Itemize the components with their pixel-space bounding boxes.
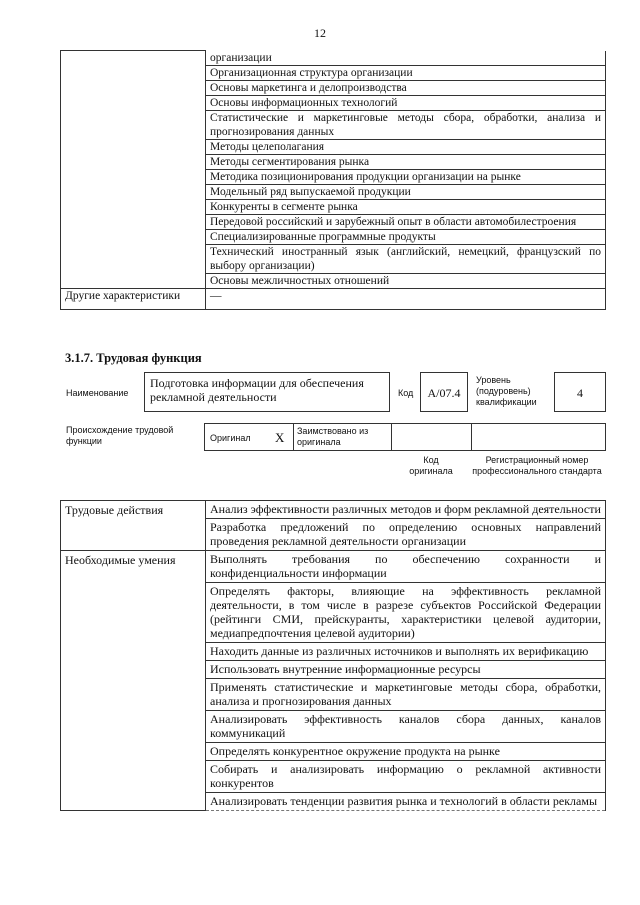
- code-value-box: [420, 372, 468, 412]
- knowledge-item: организации: [206, 51, 606, 66]
- knowledge-item: Модельный ряд выпускаемой продукции: [206, 184, 606, 199]
- group-item: Находить данные из различных источников и выполнять их верификацию: [206, 643, 606, 661]
- group-item: Анализировать эффективность каналов сбора данных, каналов коммуникаций: [206, 711, 606, 743]
- group-item: Анализ эффективности различных методов и форм рекламной деятельности: [206, 501, 606, 519]
- table-row: [61, 551, 606, 583]
- knowledge-item: Статистические и маркетинговые методы сбора, обработки, анализа и прогнозирования данных: [206, 110, 606, 139]
- group-item: Разработка предложений по определению основных направлений проведения рекламной деятельности организации: [206, 519, 606, 551]
- group-item: Выполнять требования по обеспечению сохранности и конфиденциальности информации: [206, 551, 606, 583]
- knowledge-table: [60, 50, 606, 310]
- knowledge-item: Методика позиционирования продукции организации на рынке: [206, 169, 606, 184]
- knowledge-item: Технический иностранный язык (английский, немецкий, французский по выбору организации): [206, 244, 606, 273]
- group-item: Применять статистические и маркетинговые методы сбора, обработки, анализа и прогнозирования данных: [206, 679, 606, 711]
- group-label: Трудовые действия: [61, 501, 206, 551]
- name-label: Наименование: [66, 388, 129, 398]
- knowledge-label-cell: [61, 51, 206, 289]
- knowledge-item: Передовой российский и зарубежный опыт в области автомобилестроения: [206, 214, 606, 229]
- function-name-value: Подготовка информации для обеспечения рекламной деятельности: [150, 376, 364, 404]
- code-original-caption: Код оригинала: [409, 455, 453, 476]
- knowledge-item: Организационная структура организации: [206, 65, 606, 80]
- knowledge-item: Основы информационных технологий: [206, 95, 606, 110]
- origin-divider-1: [293, 424, 294, 450]
- other-characteristics-label: Другие характеристики: [61, 288, 206, 309]
- original-mark: X: [275, 430, 285, 445]
- code-value: A/07.4: [427, 386, 461, 400]
- group-label: Необходимые умения: [61, 551, 206, 811]
- origin-label: Происхождение трудовой функции: [66, 425, 174, 446]
- table-row: [61, 51, 606, 66]
- table-row: [61, 288, 606, 309]
- knowledge-item: Методы сегментирования рынка: [206, 154, 606, 169]
- level-label: Уровень (подуровень) квалификации: [476, 375, 537, 407]
- function-name-box: [144, 372, 390, 412]
- knowledge-item: Конкуренты в сегменте рынка: [206, 199, 606, 214]
- knowledge-item: Специализированные программные продукты: [206, 229, 606, 244]
- origin-boxes: [204, 423, 606, 451]
- labor-functions-table: [60, 500, 606, 811]
- knowledge-item: Основы маркетинга и делопроизводства: [206, 80, 606, 95]
- reg-number-caption: Регистрационный номер профессионального стандарта: [472, 455, 602, 476]
- original-label: Оригинал: [210, 433, 251, 443]
- page-number: 12: [314, 26, 326, 40]
- level-value-box: [554, 372, 606, 412]
- group-item: Анализировать тенденции развития рынка и технологий в области рекламы: [206, 793, 606, 811]
- group-item: Определять конкурентное окружение продукта на рынке: [206, 743, 606, 761]
- knowledge-item: Основы межличностных отношений: [206, 273, 606, 288]
- origin-divider-3: [471, 424, 472, 450]
- level-value: 4: [577, 386, 583, 400]
- other-characteristics-value: —: [206, 288, 606, 309]
- knowledge-item: Методы целеполагания: [206, 139, 606, 154]
- borrowed-label: Заимствовано из оригинала: [297, 426, 369, 447]
- group-item: Использовать внутренние информационные ресурсы: [206, 661, 606, 679]
- group-item: Определять факторы, влияющие на эффективность рекламной деятельности, в том числе в разрезе субъектов Российской Федерации (рейтинги СМИ, прейскуранты, характеристики целевой аудитории, медиапредпочтения целевой аудитории): [206, 583, 606, 643]
- group-item: Собирать и анализировать информацию о рекламной активности конкурентов: [206, 761, 606, 793]
- origin-divider-2: [391, 424, 392, 450]
- code-label: Код: [398, 388, 414, 398]
- section-title: 3.1.7. Трудовая функция: [65, 351, 202, 365]
- table-row: [61, 501, 606, 519]
